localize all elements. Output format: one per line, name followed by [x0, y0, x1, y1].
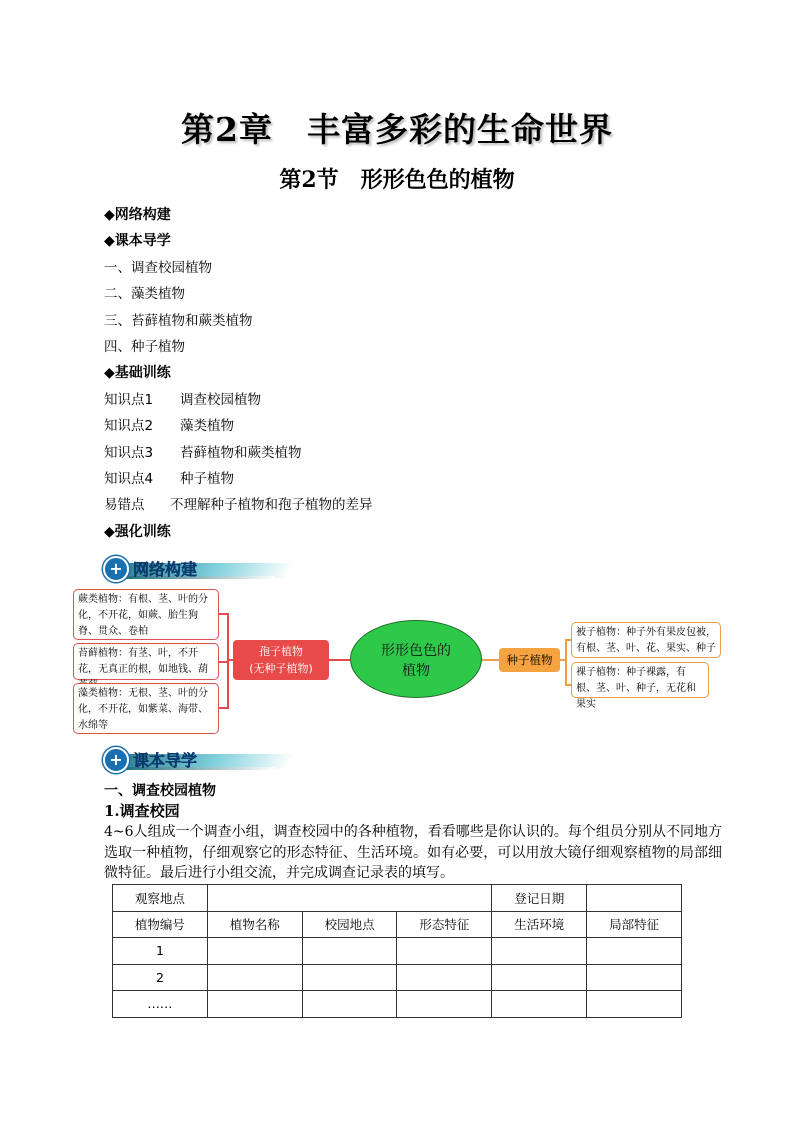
table-cell — [207, 885, 491, 912]
knowledge-label: 知识点2 — [104, 418, 154, 435]
table-cell — [302, 991, 397, 1018]
toc-knowledge-item — [104, 387, 373, 413]
table-row — [113, 991, 682, 1018]
knowledge-label: 知识点1 — [104, 391, 154, 408]
algae-box: 藻类植物：无根、茎、叶的分化，不开花，如紫菜、海带、水绵等 — [73, 683, 219, 734]
table-row — [113, 964, 682, 991]
network-banner — [103, 556, 303, 582]
toc-knowledge-item — [104, 440, 373, 466]
table-cell: 1 — [113, 938, 208, 965]
table-header-row — [113, 911, 682, 938]
toc-pitfall — [104, 492, 373, 518]
table-cell — [492, 991, 587, 1018]
knowledge-label: 知识点3 — [104, 444, 154, 461]
table-cell — [587, 938, 682, 965]
toc-knowledge-item — [104, 466, 373, 492]
table-cell — [207, 991, 302, 1018]
table-row — [113, 938, 682, 965]
pitfall-text: 不理解种子植物和孢子植物的差异 — [170, 497, 373, 514]
table-cell — [397, 991, 492, 1018]
plus-circle-icon: + — [103, 556, 129, 582]
table-cell — [492, 938, 587, 965]
table-cell — [587, 991, 682, 1018]
gymnosperm-box: 裸子植物：种子裸露，有根、茎、叶、种子，无花和果实 — [571, 662, 709, 698]
knowledge-text: 苔藓植物和蕨类植物 — [180, 444, 302, 461]
survey-table — [112, 884, 682, 1018]
table-cell — [207, 964, 302, 991]
knowledge-text: 种子植物 — [180, 470, 234, 487]
toc-network: ◆网络构建 — [104, 207, 171, 223]
table-cell: …… — [113, 991, 208, 1018]
column-header: 植物名称 — [207, 911, 302, 938]
column-header: 生活环境 — [492, 911, 587, 938]
plus-circle-icon: + — [103, 747, 129, 773]
fern-box: 蕨类植物：有根、茎、叶的分化，不开花，如蕨、胎生狗脊、贯众、卷柏 — [73, 589, 219, 640]
toc-basic: ◆基础训练 — [104, 365, 171, 382]
table-cell — [397, 964, 492, 991]
section-title: 第2节 形形色色的植物 — [279, 167, 515, 193]
banner-label: 网络构建 — [133, 560, 198, 579]
toc-knowledge-item — [104, 413, 373, 439]
table-cell — [302, 964, 397, 991]
column-header: 植物编号 — [113, 911, 208, 938]
toc-guide-item: 四、种子植物 — [104, 338, 185, 355]
table-cell: 登记日期 — [492, 885, 587, 912]
table-cell — [587, 964, 682, 991]
toc-guide-item: 二、藻类植物 — [104, 286, 185, 303]
table-cell — [397, 938, 492, 965]
knowledge-text: 调查校园植物 — [180, 391, 261, 408]
section-heading: 一、调查校园植物 — [104, 783, 216, 799]
seed-plant-node: 种子植物 — [499, 648, 560, 672]
guide-banner — [103, 747, 303, 773]
chapter-title: 第2章 丰富多彩的生命世界 — [181, 110, 613, 149]
table-of-contents — [104, 202, 373, 545]
subsection-heading: 1.调查校园 — [104, 802, 180, 820]
table-cell — [587, 885, 682, 912]
spore-plant-node: 孢子植物 (无种子植物) — [233, 640, 329, 680]
moss-box: 苔藓植物：有茎、叶，不开花，无真正的根，如地钱、葫 — [73, 643, 219, 680]
knowledge-text: 藻类植物 — [180, 418, 234, 435]
banner-label: 课本导学 — [133, 751, 198, 770]
center-node: 形形色色的 植物 — [350, 620, 482, 698]
toc-guide: ◆课本导学 — [104, 233, 171, 250]
table-cell: 2 — [113, 964, 208, 991]
table-cell: 观察地点 — [113, 885, 208, 912]
column-header: 局部特征 — [587, 911, 682, 938]
table-cell — [207, 938, 302, 965]
toc-strengthen: ◆强化训练 — [104, 523, 171, 540]
table-row — [113, 885, 682, 912]
angiosperm-box: 被子植物：种子外有果皮包被，有根、茎、叶、花、果实、种子 — [571, 622, 721, 658]
knowledge-label: 知识点4 — [104, 470, 154, 487]
column-header: 校园地点 — [302, 911, 397, 938]
toc-guide-item: 一、调查校园植物 — [104, 259, 212, 276]
column-header: 形态特征 — [397, 911, 492, 938]
table-cell — [302, 938, 397, 965]
toc-guide-item: 三、苔藓植物和蕨类植物 — [104, 312, 253, 329]
pitfall-label: 易错点 — [104, 497, 145, 514]
body-paragraph: 4~6人组成一个调查小组，调查校园中的各种植物，看看哪些是你认识的。每个组员分别从不同地方选取一种植物，仔细观察它的形态特征、生活环境。如有必要，可以用放大镜仔细观察植物的局部细微特征。最后进行小组交流，并完成调查记录表的填写。 — [104, 824, 722, 881]
table-cell — [492, 964, 587, 991]
